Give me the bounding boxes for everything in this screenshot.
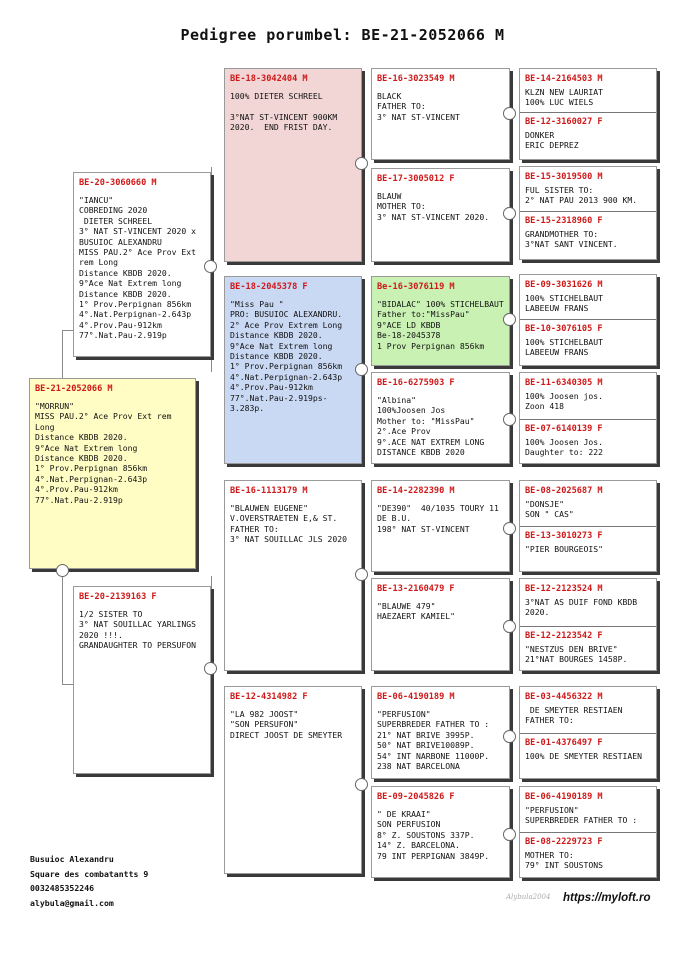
page-title: Pedigree porumbel: BE-21-2052066 M: [180, 26, 505, 44]
connector-dot-icon: [503, 522, 516, 535]
ring-number: BE-20-3060660 M: [79, 178, 157, 188]
pigeon-description: BLAUW MOTHER TO: 3° NAT ST-VINCENT 2020.: [377, 191, 490, 222]
ring-number: BE-13-3010273 F: [525, 531, 603, 541]
ring-number: BE-15-3019500 M: [525, 172, 603, 182]
pigeon-description: "DONSJE" SON " CAS": [525, 499, 574, 520]
breeder-email[interactable]: alybula@gmail.com: [30, 897, 114, 908]
pigeon-entry[interactable]: [520, 579, 656, 618]
pigeon-entry[interactable]: [520, 275, 656, 314]
pigeon-card-sds[interactable]: [371, 276, 510, 366]
ancestor-pair-6: [519, 578, 657, 671]
pigeon-description: "BLAUWE 479" HAEZAERT KAMIEL": [377, 601, 455, 622]
pigeon-description: MOTHER TO: 79° INT SOUSTONS: [525, 850, 603, 871]
ring-number: BE-12-3160027 F: [525, 117, 603, 127]
pigeon-entry[interactable]: [520, 733, 656, 761]
ancestor-pair-7: [519, 686, 657, 779]
pigeon-card-dds[interactable]: [371, 686, 510, 779]
ring-number: BE-16-3023549 M: [377, 74, 455, 84]
ring-number: BE-06-4190189 M: [377, 692, 455, 702]
pigeon-card-sire[interactable]: [73, 172, 211, 357]
breeder-contact: [30, 852, 148, 910]
connector-dot-icon: [355, 157, 368, 170]
pigeon-card-subject[interactable]: [29, 378, 196, 569]
ancestor-pair-8: [519, 786, 657, 878]
pigeon-description: GRANDMOTHER TO: 3°NAT SANT VINCENT.: [525, 229, 618, 250]
connector-dot-icon: [56, 564, 69, 577]
pigeon-entry[interactable]: [520, 526, 656, 554]
ring-number: BE-11-6340305 M: [525, 378, 603, 388]
pigeon-description: "NESTZUS DEN BRIVE" 21°NAT BOURGES 1458P.: [525, 644, 628, 665]
ring-number: BE-18-2045378 F: [230, 282, 308, 292]
connector-dot-icon: [204, 260, 217, 273]
pigeon-description: "Miss Pau " PRO: BUSUIOC ALEXANDRU. 2° Ace Prov Extrem Long Distance KBDB 2020. 9°Ace Nat Extrem long Distance KBDB 2020. 1° Prov.Perpignan 856km 4°.Nat.Perpignan-2.643p 4°.Prov.Pau-912km 77°.Nat.Pau-2.919ps-3.283p.: [230, 299, 343, 414]
ring-number: BE-14-2164503 M: [525, 74, 603, 84]
pigeon-description: 1/2 SISTER TO 3° NAT SOUILLAC YARLINGS 2020 !!!. GRANDAUGHTER TO PERSUFON: [79, 609, 196, 651]
pigeon-description: "PIER BOURGEOIS": [525, 544, 603, 554]
pigeon-entry[interactable]: [520, 687, 656, 726]
connector-dot-icon: [503, 620, 516, 633]
pigeon-description: "IANCU" COBREDING 2020 DIETER SCHREEL 3° NAT ST-VINCENT 2020 x BUSUIOC ALEXANDRU MISS PAU.2° Ace Prov Ext rem Long Distance KBDB 2020. 9°Ace Nat Extrem long Distance KBDB 2020. 1° Prov.Perpignan 856km 4°.Nat.Perpignan-2.643p 4°.Prov.Pau-912km 77°.Nat.Pau-2.919p: [79, 195, 196, 341]
pigeon-entry[interactable]: [520, 419, 656, 458]
ring-number: BE-03-4456322 M: [525, 692, 603, 702]
pigeon-description: 100% STICHELBAUT LABEEUW FRANS: [525, 337, 603, 358]
pigeon-description: "PERFUSION" SUPERBREDER FATHER TO :: [525, 805, 638, 826]
pigeon-card-sdd[interactable]: [371, 372, 510, 464]
ring-number: BE-01-4376497 F: [525, 738, 603, 748]
ring-number: BE-21-2052066 M: [35, 384, 113, 394]
pigeon-card-dsd[interactable]: [371, 578, 510, 671]
ancestor-pair-4: [519, 372, 657, 464]
pigeon-description: 100% DIETER SCHREEL 3°NAT ST-VINCENT 900KM 2020. END FRIST DAY.: [230, 91, 338, 133]
connector-dot-icon: [503, 413, 516, 426]
ring-number: BE-12-2123524 M: [525, 584, 603, 594]
pigeon-description: KLZN NEW LAURIAT 100% LUC WIELS: [525, 87, 603, 108]
ring-number: BE-12-2123542 F: [525, 631, 603, 641]
ancestor-pair-2: [519, 166, 657, 260]
ring-number: BE-09-3031626 M: [525, 280, 603, 290]
pigeon-description: 100% STICHELBAUT LABEEUW FRANS: [525, 293, 603, 314]
connector-dot-icon: [503, 730, 516, 743]
connector-dot-icon: [503, 828, 516, 841]
pigeon-description: 3°NAT AS DUIF FOND KBDB 2020.: [525, 597, 642, 618]
ring-number: BE-08-2229723 F: [525, 837, 603, 847]
pigeon-entry[interactable]: [520, 112, 656, 151]
connector-dot-icon: [503, 207, 516, 220]
pigeon-entry[interactable]: [520, 626, 656, 665]
ring-number: BE-07-6140139 F: [525, 424, 603, 434]
ring-number: BE-20-2139163 F: [79, 592, 157, 602]
pigeon-description: 100% DE SMEYTER RESTIAEN: [525, 751, 642, 761]
connector-dot-icon: [355, 778, 368, 791]
ring-number: BE-17-3005012 F: [377, 174, 455, 184]
pigeon-description: 100% Joosen Jos. Daughter to: 222: [525, 437, 603, 458]
pigeon-entry[interactable]: [520, 373, 656, 412]
signature: Alybula2004: [506, 893, 551, 901]
pigeon-description: "PERFUSION" SUPERBREDER FATHER TO : 21° NAT BRIVE 3995P. 50° NAT BRIVE10089P. 54° INT NARBONE 11000P. 238 NAT BARCELONA: [377, 709, 490, 772]
pigeon-card-dam-dam[interactable]: [224, 686, 362, 874]
pigeon-description: "Albina" 100%Joosen Jos Mother to: "MissPau" 2°.Ace Prov 9°.ACE NAT EXTREM LONG DISTANCE KBDB 2020: [377, 395, 485, 458]
pigeon-card-sire-dam[interactable]: [224, 276, 362, 464]
pigeon-entry[interactable]: [520, 69, 656, 108]
pigeon-description: "BIDALAC" 100% STICHELBAUT Father to:"MissPau" 9°ACE LD KBDB Be-18-2045378 1 Prov Perpignan 856km: [377, 299, 504, 351]
ring-number: BE-12-4314982 F: [230, 692, 308, 702]
ring-number: BE-10-3076105 F: [525, 324, 603, 334]
pigeon-description: FUL SISTER TO: 2° NAT PAU 2013 900 KM.: [525, 185, 638, 206]
pigeon-entry[interactable]: [520, 787, 656, 826]
pigeon-entry[interactable]: [520, 167, 656, 206]
pigeon-description: "MORRUN" MISS PAU.2° Ace Prov Ext rem Long Distance KBDB 2020. 9°Ace Nat Extrem long Distance KBDB 2020. 1° Prov.Perpignan 856km 4°.Nat.Perpignan-2.643p 4°.Prov.Pau-912km 77°.Nat.Pau-2.919p: [35, 401, 172, 505]
pigeon-entry[interactable]: [520, 481, 656, 520]
ring-number: BE-06-4190189 M: [525, 792, 603, 802]
pigeon-card-sss[interactable]: [371, 68, 510, 160]
pigeon-card-dam[interactable]: [73, 586, 211, 774]
ring-number: BE-16-1113179 M: [230, 486, 308, 496]
pigeon-card-dam-sire[interactable]: [224, 480, 362, 671]
connector-dot-icon: [355, 363, 368, 376]
ring-number: BE-18-3042404 M: [230, 74, 308, 84]
pigeon-description: BLACK FATHER TO: 3° NAT ST-VINCENT: [377, 91, 460, 122]
pigeon-description: DONKER ERIC DEPREZ: [525, 130, 579, 151]
breeder-address: Square des combatantts 9: [30, 868, 149, 879]
ancestor-pair-1: [519, 68, 657, 160]
ring-number: BE-15-2318960 F: [525, 216, 603, 226]
connector-dot-icon: [503, 313, 516, 326]
pigeon-description: "DE390" 40/1035 TOURY 11 DE B.U. 198° NAT ST-VINCENT: [377, 503, 499, 534]
brand-link[interactable]: https://myloft.ro: [563, 892, 651, 904]
connector-dot-icon: [355, 568, 368, 581]
ring-number: BE-14-2282390 M: [377, 486, 455, 496]
breeder-name: Busuioc Alexandru: [30, 854, 114, 864]
ring-number: Be-16-3076119 M: [377, 282, 455, 292]
pigeon-description: "BLAUWEN EUGENE" V.OVERSTRAETEN E,& ST. FATHER TO: 3° NAT SOUILLAC JLS 2020: [230, 503, 347, 545]
ring-number: BE-08-2025687 M: [525, 486, 603, 496]
pigeon-card-ssd[interactable]: [371, 168, 510, 262]
pigeon-description: " DE KRAAI" SON PERFUSION 8° Z. SOUSTONS 337P. 14° Z. BARCELONA. 79 INT PERPIGNAN 3849P.: [377, 809, 490, 861]
pigeon-card-sire-sire[interactable]: [224, 68, 362, 262]
pigeon-description: "LA 982 JOOST" "SON PERSUFON" DIRECT JOOST DE SMEYTER: [230, 709, 343, 740]
pigeon-card-ddd[interactable]: [371, 786, 510, 878]
pigeon-description: 100% Joosen jos. Zoon 418: [525, 391, 603, 412]
ancestor-pair-3: [519, 274, 657, 366]
ancestor-pair-5: [519, 480, 657, 572]
pigeon-card-dss[interactable]: [371, 480, 510, 572]
connector-dot-icon: [204, 662, 217, 675]
ring-number: BE-09-2045826 F: [377, 792, 455, 802]
pigeon-description: DE SMEYTER RESTIAEN FATHER TO:: [525, 705, 623, 726]
breeder-phone: 0032485352246: [30, 883, 95, 894]
pigeon-entry[interactable]: [520, 319, 656, 358]
ring-number: BE-13-2160479 F: [377, 584, 455, 594]
pigeon-entry[interactable]: [520, 211, 656, 250]
ring-number: BE-16-6275903 F: [377, 378, 455, 388]
connector-dot-icon: [503, 107, 516, 120]
pigeon-entry[interactable]: [520, 832, 656, 871]
